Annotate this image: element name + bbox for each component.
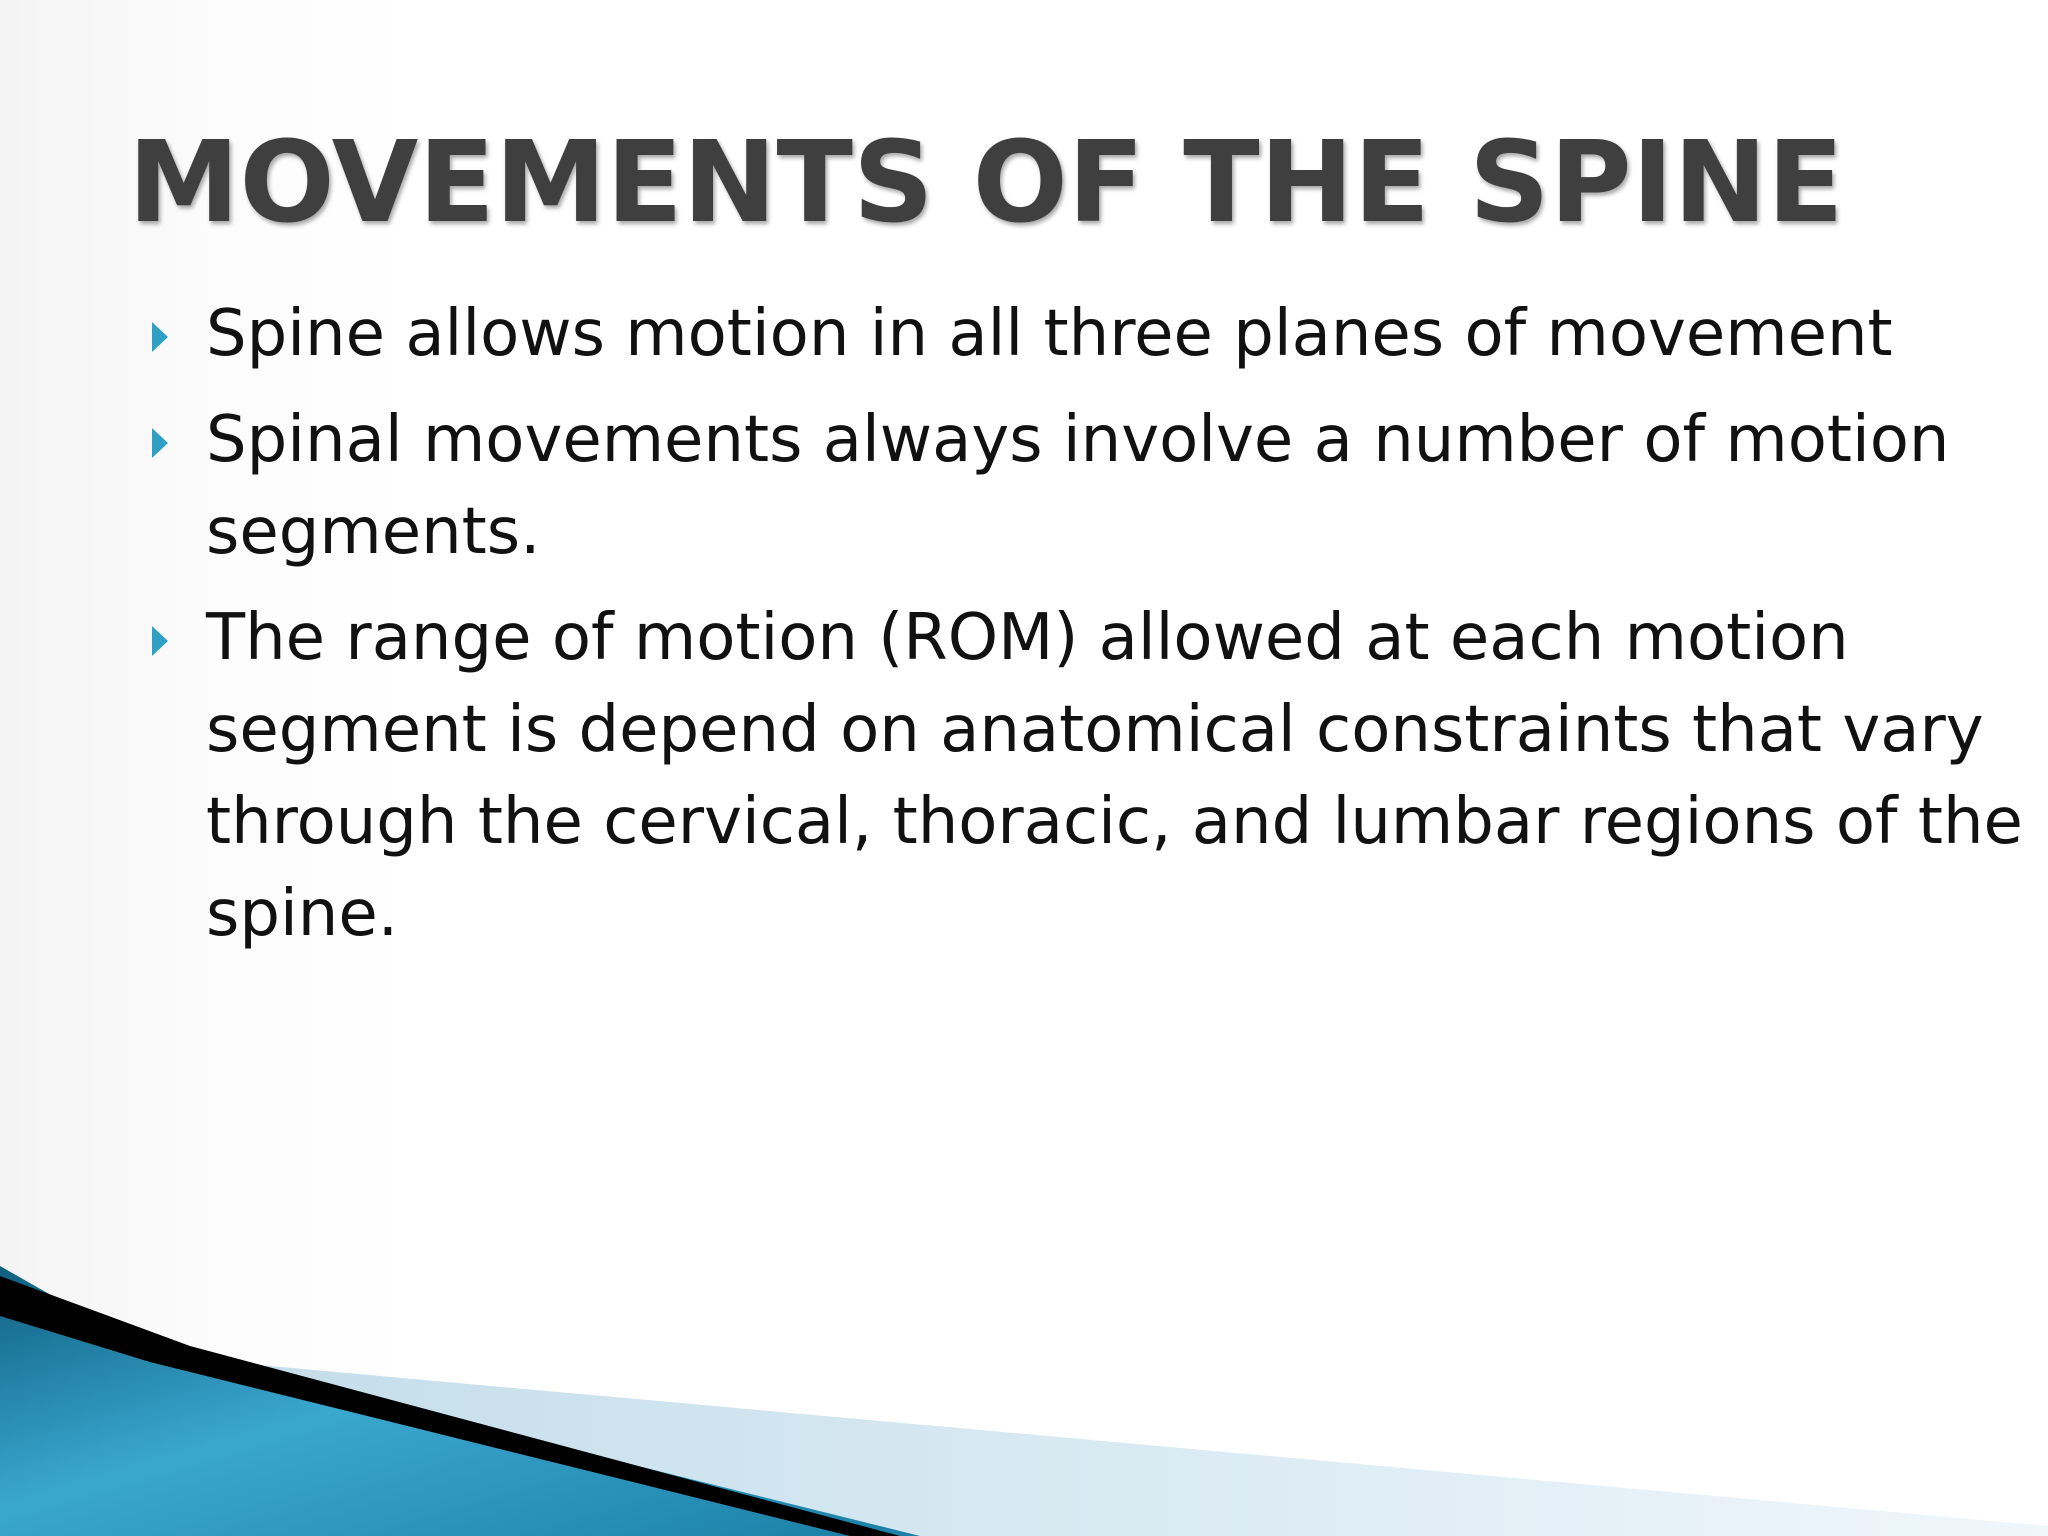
triangle-bullet-icon: [152, 428, 168, 458]
bullet-list: [140, 288, 2023, 974]
bullet-item: [140, 592, 2023, 960]
triangle-bullet-icon: [152, 626, 168, 656]
decorative-swoosh: [0, 1266, 2048, 1536]
slide-title: MOVEMENTS OF THE SPINE: [128, 118, 1844, 248]
triangle-bullet-icon: [152, 322, 168, 352]
bullet-text: Spinal movements always involve a number of motion segments.: [206, 403, 1950, 569]
bullet-item: [140, 394, 1950, 578]
bullet-item: [140, 288, 1940, 380]
bullet-text: The range of motion (ROM) allowed at each motion segment is depend on anatomical constraints that vary through the cervical, thoracic, and lumbar regions of the spine.: [206, 601, 2023, 951]
bullet-text: Spine allows motion in all three planes of movement: [206, 297, 1893, 371]
